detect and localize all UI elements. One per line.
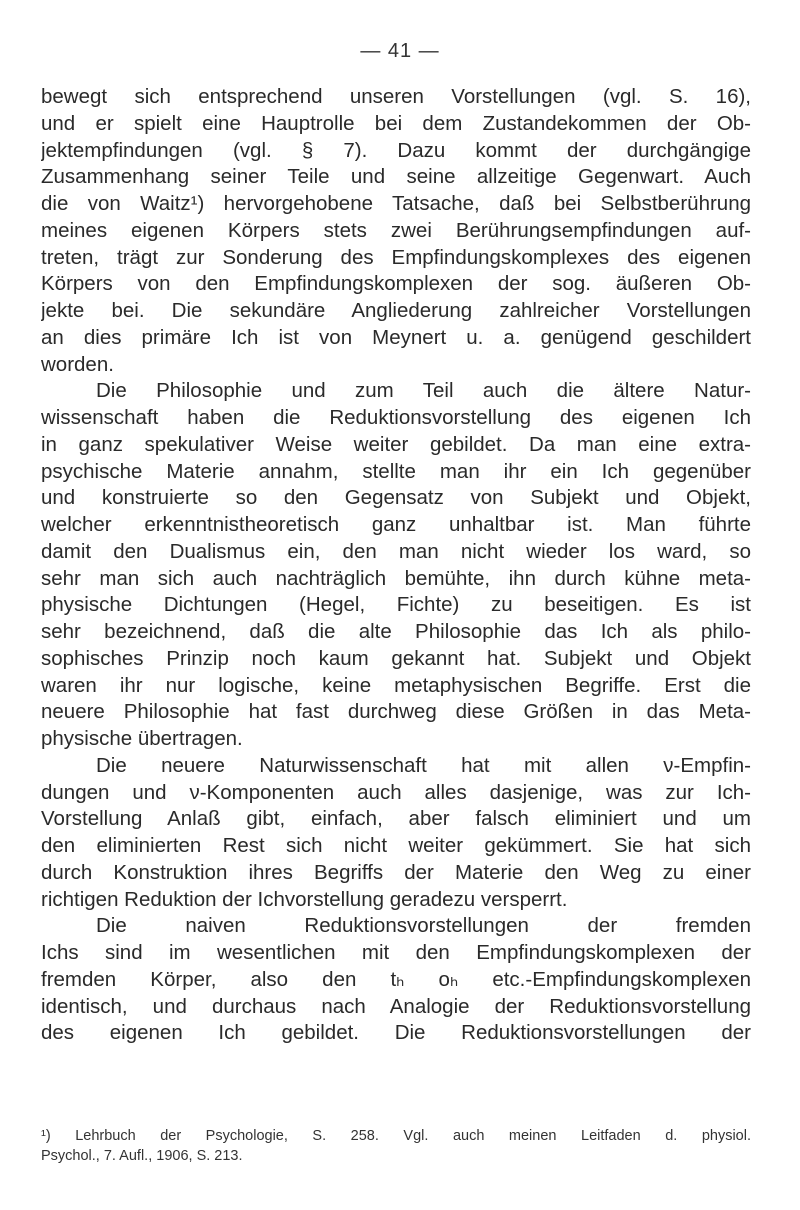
text-line: damit den Dualismus ein, den man nicht wieder los ward, so (41, 539, 751, 563)
paragraph-2 (41, 378, 751, 753)
text-line: Zusammenhang seiner Teile und seine allzeitige Gegenwart. Auch (41, 165, 751, 189)
text-line: sehr man sich auch nachträglich bemühte, ihn durch kühne meta- (41, 566, 751, 590)
text-line: jektempfindungen (vgl. § 7). Dazu kommt der durchgängige (41, 138, 751, 162)
footnotes (41, 1126, 751, 1166)
text-line: physische übertragen. (41, 727, 243, 750)
text-line: die von Waitz¹) hervorgehobene Tatsache, daß bei Selbstberührung (41, 192, 751, 215)
text-line: jekte bei. Die sekundäre Angliederung zahlreicher Vorstellungen (41, 299, 751, 322)
text-line: richtigen Reduktion der Ichvorstellung geradezu versperrt. (41, 887, 568, 911)
text-line: in ganz spekulativer Weise weiter gebildet. Da man eine extra- (41, 432, 751, 456)
text-line: treten, trägt zur Sonderung des Empfindungskomplexes des eigenen (41, 245, 751, 269)
text-line: durch Konstruktion ihres Begriffs der Materie den Weg zu einer (41, 860, 751, 884)
text-line: den eliminierten Rest sich nicht weiter gekümmert. Sie hat sich (41, 834, 751, 857)
text-line: Ichs sind im wesentlichen mit den Empfindungskomplexen der (41, 941, 751, 964)
text-line: des eigenen Ich gebildet. Die Reduktionsvorstellungen der (41, 1021, 751, 1045)
text-line: Vorstellung Anlaß gibt, einfach, aber falsch eliminiert und um (41, 807, 751, 831)
text-line: sehr bezeichnend, daß die alte Philosophie das Ich als philo- (41, 620, 751, 643)
text-line: bewegt sich entsprechend unseren Vorstellungen (vgl. S. 16), (41, 85, 751, 108)
paragraph-3 (41, 753, 751, 914)
page-number: — 41 — (360, 40, 440, 62)
footnote-line: Psychol., 7. Aufl., 1906, S. 213. (41, 1148, 243, 1164)
text-line: waren ihr nur logische, keine metaphysischen Begriffe. Erst die (41, 673, 751, 697)
text-line: Körpers von den Empfindungskomplexen der sog. äußeren Ob- (41, 272, 751, 296)
text-line: Die neuere Naturwissenschaft hat mit allen ν-Empfin- (96, 753, 751, 777)
text-line: identisch, und durchaus nach Analogie der Reduktionsvorstellung (41, 994, 751, 1018)
text-line: physische Dichtungen (Hegel, Fichte) zu beseitigen. Es ist (41, 593, 751, 617)
text-line: wissenschaft haben die Reduktionsvorstellung des eigenen Ich (41, 406, 751, 429)
text-line: Die naiven Reduktionsvorstellungen der fremden (96, 914, 751, 938)
paragraph-4 (41, 913, 751, 1047)
text-line: Die Philosophie und zum Teil auch die ältere Natur- (96, 379, 751, 403)
text-line: fremden Körper, also den tₕ oₕ etc.-Empfindungskomplexen (41, 967, 751, 991)
text-line: psychische Materie annahm, stellte man ihr ein Ich gegenüber (41, 459, 751, 483)
text-line: meines eigenen Körpers stets zwei Berührungsempfindungen auf- (41, 218, 751, 242)
text-line: neuere Philosophie hat fast durchweg diese Größen in das Meta- (41, 700, 751, 724)
text-line: an dies primäre Ich ist von Meynert u. a. genügend geschildert (41, 325, 751, 349)
body-text (41, 84, 751, 1047)
paragraph-1 (41, 84, 751, 378)
text-line: dungen und ν-Komponenten auch alles dasjenige, was zur Ich- (41, 780, 751, 804)
text-line: und konstruierte so den Gegensatz von Subjekt und Objekt, (41, 486, 751, 510)
text-line: worden. (41, 352, 114, 376)
text-line: welcher erkenntnistheoretisch ganz unhaltbar ist. Man führte (41, 513, 751, 536)
text-line: und er spielt eine Hauptrolle bei dem Zustandekommen der Ob- (41, 111, 751, 135)
text-line: sophisches Prinzip noch kaum gekannt hat. Subjekt und Objekt (41, 646, 751, 670)
footnote-line: ¹) Lehrbuch der Psychologie, S. 258. Vgl. auch meinen Leitfaden d. physiol. (41, 1128, 751, 1144)
